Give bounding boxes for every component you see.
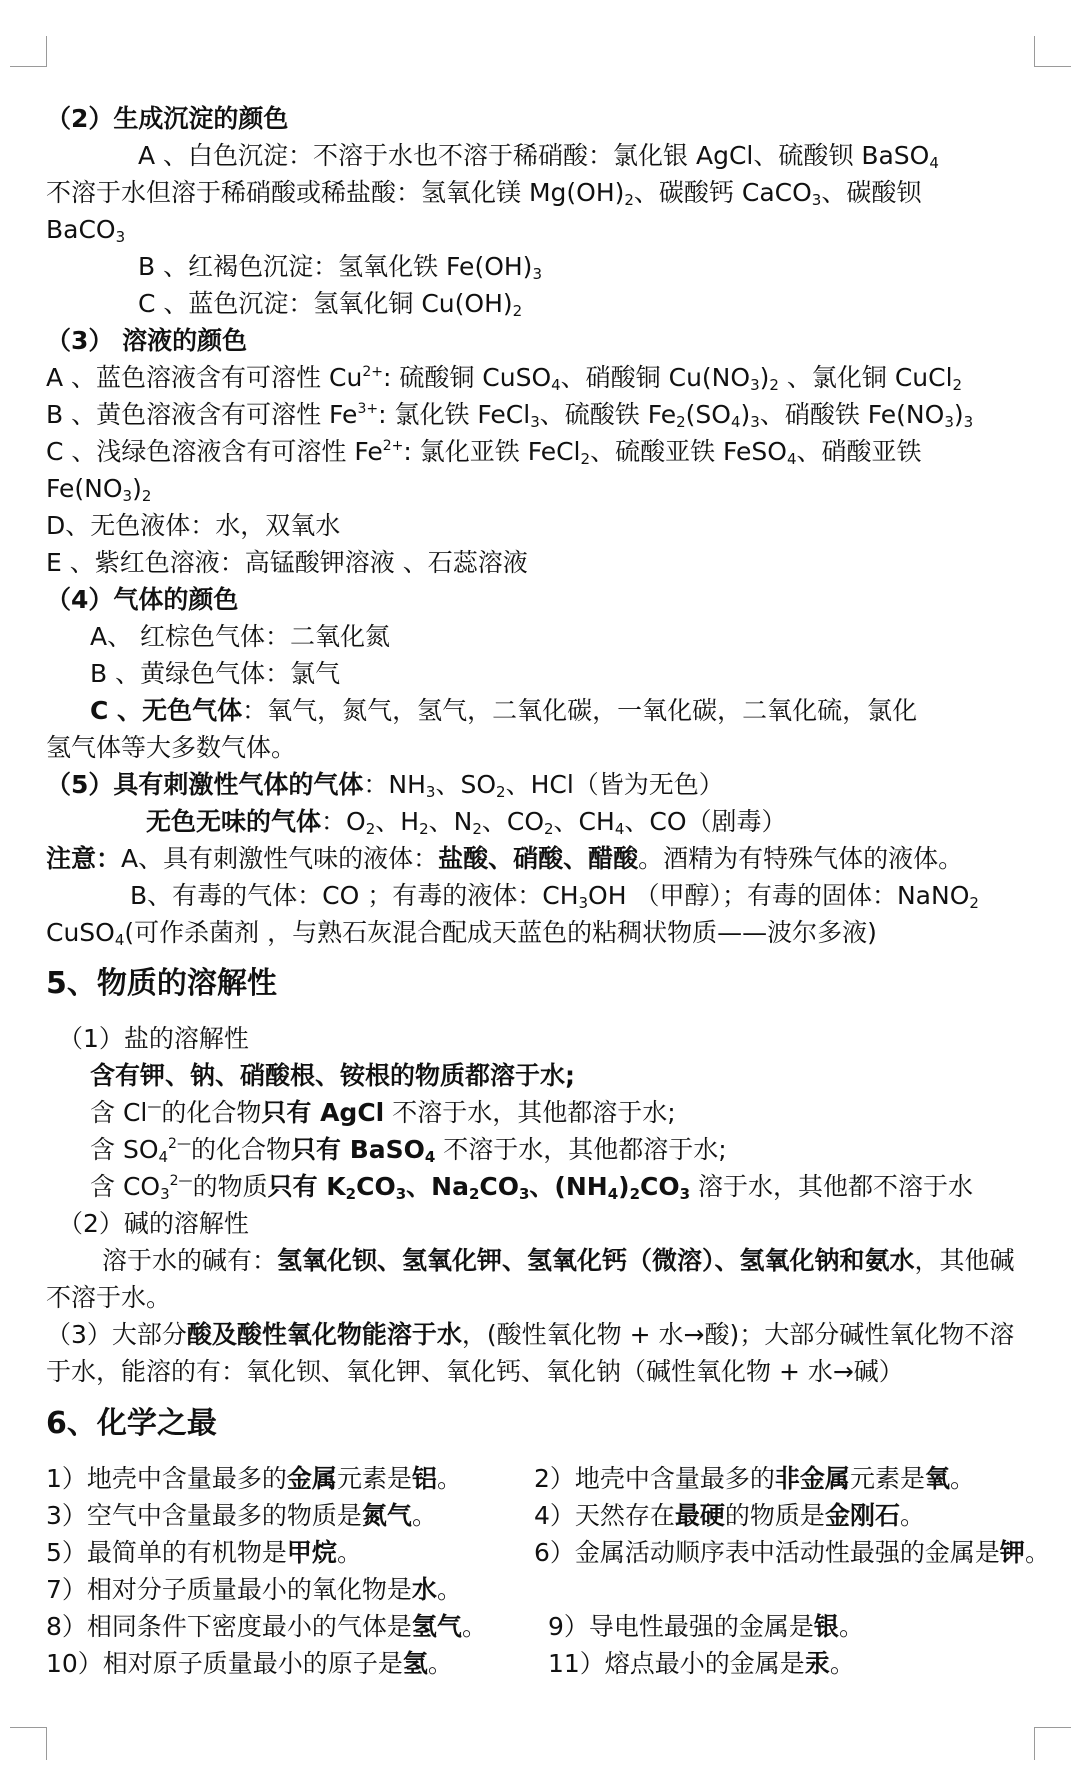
superlative-item-3: 3）空气中含量最多的物质是氮气。: [46, 1501, 437, 1530]
superlative-item-7: 7）相对分子质量最小的氧化物是水。: [46, 1575, 462, 1604]
solution-blue: A 、蓝色溶液含有可溶性 $Cu^{2+}$: 硫酸铜 CuSO$_4$、硝酸铜 $Cu(NO_3)_2$ 、氯化铜 CuCl$_2$: [46, 363, 963, 394]
solution-purple-red: E 、紫红色溶液：高锰酸钾溶液 、石蕊溶液: [46, 548, 528, 577]
superlative-item-5: 5）最简单的有机物是甲烷。: [46, 1538, 362, 1567]
acid-solubility-line-1: （3）大部分酸及酸性氧化物能溶于水，(酸性氧化物 + 水→酸)；大部分碱性氧化物不溶: [46, 1320, 1015, 1349]
salt-rule-chloride: 含 Cl—的化合物只有 AgCl 不溶于水，其他都溶于水;: [90, 1098, 676, 1127]
precipitate-blue: C 、蓝色沉淀：氢氧化铜 $Cu(OH)_2$: [138, 289, 523, 320]
corner-mark-top-right: [1034, 36, 1071, 67]
note-line-2: B、有毒的气体：CO ；有毒的液体：$CH_3OH$ （甲醇）；有毒的固体：NaNO$_2$: [130, 881, 979, 912]
solution-yellow: B 、黄色溶液含有可溶性 $Fe^{3+}$: 氯化铁 FeCl$_3$、硫酸铁 $Fe_2(SO_4)_3$、硝酸铁 $Fe(NO_3)_3$: [46, 400, 974, 431]
salt-rule-1: 含有钾、钠、硝酸根、铵根的物质都溶于水;: [90, 1061, 575, 1090]
salt-rule-carbonate: 含 $CO_3^{2—}$的物质只有 $K_2CO_3$、$Na_2CO_3$、$(NH_4)_2CO_3$ 溶于水，其他都不溶于水: [90, 1172, 974, 1203]
section-heading-superlatives: 6、化学之最: [46, 1406, 217, 1441]
precipitate-white-line-2: 不溶于水但溶于稀硝酸或稀盐酸：氢氧化镁 $Mg(OH)_2$、碳酸钙 CaCO$_3$、碳酸钡: [46, 178, 922, 209]
irritating-gases: （5）具有刺激性气体的气体：$NH_3$、$SO_2$、HCl（皆为无色）: [46, 770, 724, 801]
solution-colorless: D、无色液体：水，双氧水: [46, 511, 341, 540]
salt-rule-sulfate: 含 $SO_4^{2—}$的化合物只有 BaSO$_4$ 不溶于水，其他都溶于水;: [90, 1135, 727, 1166]
superlative-item-4: 4）天然存在最硬的物质是金刚石。: [534, 1501, 925, 1530]
section-heading-solution-colors: （3） 溶液的颜色: [46, 326, 248, 355]
solution-light-green-line-2: $Fe(NO_3)_2$: [46, 474, 152, 505]
superlative-item-10: 10）相对原子质量最小的原子是氢。: [46, 1649, 453, 1678]
gas-yellow-green: B 、黄绿色气体：氯气: [90, 659, 341, 688]
section-heading-gas-colors: （4）气体的颜色: [46, 585, 239, 614]
odorless-gases: 无色无味的气体：$O_2$、$H_2$、$N_2$、$CO_2$、$CH_4$、CO（剧毒）: [146, 807, 787, 838]
salt-solubility-heading: （1）盐的溶解性: [58, 1024, 249, 1053]
corner-mark-bottom-right: [1034, 1727, 1071, 1760]
precipitate-red-brown: B 、红褐色沉淀：氢氧化铁 $Fe(OH)_3$: [138, 252, 542, 283]
superlative-item-6: 6）金属活动顺序表中活动性最强的金属是钾。: [534, 1538, 1050, 1567]
gas-red-brown: A、 红棕色气体：二氧化氮: [90, 622, 391, 651]
solution-light-green-line-1: C 、浅绿色溶液含有可溶性 $Fe^{2+}$: 氯化亚铁 FeCl$_2$、硫酸亚铁 FeSO$_4$、硝酸亚铁: [46, 437, 922, 468]
superlative-item-8: 8）相同条件下密度最小的气体是氢气。: [46, 1612, 487, 1641]
corner-mark-bottom-left: [10, 1727, 47, 1760]
base-solubility-heading: （2）碱的溶解性: [58, 1209, 249, 1238]
precipitate-white-line-3: BaCO$_3$: [46, 215, 126, 246]
superlative-item-1: 1）地壳中含量最多的金属元素是铝。: [46, 1464, 462, 1493]
superlative-item-2: 2）地壳中含量最多的非金属元素是氧。: [534, 1464, 975, 1493]
acid-solubility-line-2: 于水，能溶的有：氧化钡、氧化钾、氧化钙、氧化钠（碱性氧化物 + 水→碱）: [46, 1357, 904, 1386]
base-solubility-line-2: 不溶于水。: [46, 1283, 172, 1312]
gas-colorless-line-2: 氢气体等大多数气体。: [46, 733, 297, 762]
corner-mark-top-left: [10, 36, 47, 67]
section-heading-precipitate-colors: （2）生成沉淀的颜色: [46, 104, 289, 133]
base-solubility-line-1: 溶于水的碱有：氢氧化钡、氢氧化钾、氢氧化钙（微溶）、氢氧化钠和氨水，其他碱: [102, 1246, 1015, 1275]
superlative-item-9: 9）导电性最强的金属是银。: [548, 1612, 864, 1641]
document-page: [0, 100, 1080, 1720]
note-line-1: 注意：A、具有刺激性气味的液体：盐酸、硝酸、醋酸。酒精为有特殊气体的液体。: [46, 844, 964, 873]
note-line-3: CuSO$_4$(可作杀菌剂 ，与熟石灰混合配成天蓝色的粘稠状物质——波尔多液): [46, 918, 877, 949]
section-heading-solubility: 5、物质的溶解性: [46, 966, 277, 1001]
precipitate-white-line-1: A 、白色沉淀：不溶于水也不溶于稀硝酸：氯化银 AgCl、硫酸钡 BaSO$_4$: [138, 141, 939, 172]
superlative-item-11: 11）熔点最小的金属是汞。: [548, 1649, 855, 1678]
gas-colorless-line-1: C 、无色气体：氧气，氮气，氢气，二氧化碳，一氧化碳，二氧化硫，氯化: [90, 696, 918, 725]
